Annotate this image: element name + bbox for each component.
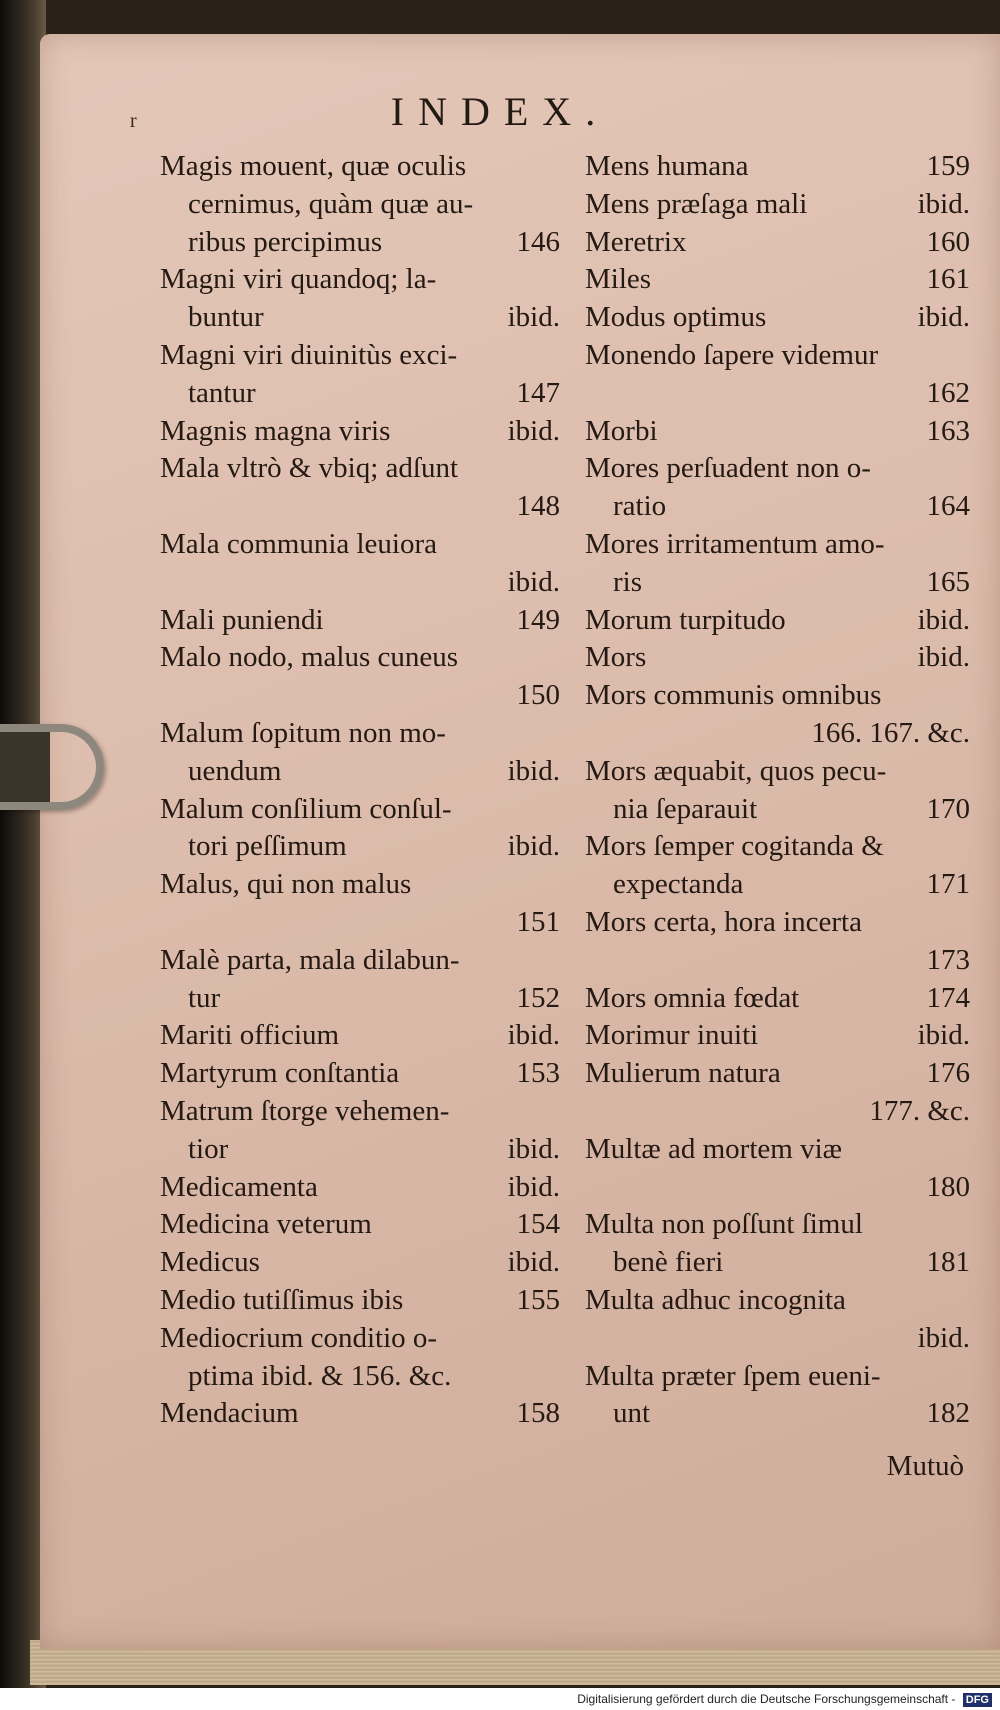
index-entry <box>585 1358 970 1434</box>
page-reference: ibid. <box>507 565 560 598</box>
page-reference: 170 <box>926 792 970 825</box>
entry-text: Mulierum natura <box>585 1057 781 1090</box>
entry-line <box>160 1282 560 1320</box>
index-entry <box>160 450 560 526</box>
entry-text: Mors certa, hora incerta <box>585 905 862 938</box>
entry-line <box>160 602 560 640</box>
entry-text: Monendo ſapere videmur <box>585 338 879 371</box>
entry-line <box>160 866 560 904</box>
page-reference: 159 <box>926 150 970 182</box>
page-reference: 152 <box>516 981 560 1014</box>
page-reference: 162 <box>926 376 970 409</box>
index-entry <box>160 526 560 602</box>
index-entry <box>585 450 970 526</box>
page-reference: 154 <box>516 1208 560 1241</box>
index-entry <box>160 1320 560 1396</box>
entry-text: cernimus, quàm quæ au- <box>188 187 474 220</box>
entry-text: Morbi <box>585 414 658 447</box>
entry-text: Multa non poſſunt ſimul <box>585 1208 863 1241</box>
entry-line <box>585 753 970 791</box>
entry-text: Malè parta, mala dilabun- <box>160 943 460 976</box>
entry-line <box>160 1244 560 1282</box>
entry-text: Medicus <box>160 1246 260 1279</box>
entry-line <box>585 1358 970 1396</box>
page-reference: 160 <box>926 225 970 258</box>
entry-line <box>585 488 970 526</box>
index-entry <box>160 337 560 413</box>
index-entry <box>160 1017 560 1055</box>
entry-text: Mens præſaga mali <box>585 187 808 220</box>
entry-line <box>160 261 560 299</box>
page-reference: ibid. <box>507 754 560 787</box>
page-reference: 153 <box>516 1057 560 1090</box>
entry-text: Magis mouent, quæ oculis <box>160 150 467 182</box>
page-reference: ibid. <box>917 187 970 220</box>
entry-text: Mores irritamentum amo- <box>585 527 885 560</box>
entry-line <box>160 526 560 564</box>
entry-text: tior <box>188 1132 229 1165</box>
entry-text: Modus optimus <box>585 301 767 334</box>
page-reference: 174 <box>926 981 970 1014</box>
entry-line <box>585 715 970 753</box>
page-reference: ibid. <box>507 1246 560 1279</box>
index-entry <box>160 639 560 715</box>
entry-text: unt <box>613 1397 651 1430</box>
page-reference: 151 <box>516 905 560 938</box>
entry-line <box>160 828 560 866</box>
page-reference: 164 <box>926 490 970 523</box>
page-title: INDEX. <box>390 89 610 134</box>
entry-text: ptima ibid. & 156. &c. <box>188 1359 452 1392</box>
entry-text: Mala communia leuiora <box>160 527 438 560</box>
entry-text: Mors <box>585 641 647 674</box>
index-entry <box>585 677 970 753</box>
index-entry <box>160 942 560 1018</box>
entry-text: Mens humana <box>585 150 749 182</box>
index-entry <box>585 299 970 337</box>
entry-text: tori peſſimum <box>188 830 347 863</box>
entry-line <box>160 1093 560 1131</box>
index-entry <box>160 148 560 261</box>
index-entry <box>585 1206 970 1282</box>
page-reference: 150 <box>516 679 560 712</box>
page-reference: ibid. <box>507 414 560 447</box>
entry-line <box>585 677 970 715</box>
index-entry <box>585 980 970 1018</box>
entry-line <box>585 1244 970 1282</box>
page-reference: ibid. <box>507 1132 560 1165</box>
index-entry <box>585 413 970 451</box>
entry-line <box>585 942 970 980</box>
index-entry <box>585 1282 970 1358</box>
entry-line <box>585 261 970 299</box>
entry-line <box>160 1131 560 1169</box>
page-reference: 171 <box>926 868 970 901</box>
entry-text: Mors communis omnibus <box>585 679 882 712</box>
entry-line <box>585 564 970 602</box>
index-entry <box>160 1093 560 1169</box>
entry-text: Morum turpitudo <box>585 603 786 636</box>
page-reference: 155 <box>516 1283 560 1316</box>
index-entry <box>160 413 560 451</box>
entry-line <box>160 639 560 677</box>
page-reference: 182 <box>926 1397 970 1430</box>
entry-text: nia ſeparauit <box>613 792 758 825</box>
entry-text: Mors ſemper cogitanda & <box>585 830 884 863</box>
entry-line <box>160 677 560 715</box>
entry-text: Medicamenta <box>160 1170 318 1203</box>
index-entry <box>585 828 970 904</box>
footer-text: Digitalisierung gefördert durch die Deutsche Forschungsgemeinschaft - <box>577 1692 956 1706</box>
entry-text: Medio tutiſſimus ibis <box>160 1283 404 1316</box>
entry-line <box>160 224 560 262</box>
page-reference: ibid. <box>507 301 560 334</box>
dfg-logo: DFG <box>963 1693 992 1707</box>
entry-text: Mors omnia fœdat <box>585 981 800 1014</box>
entry-line <box>585 337 970 375</box>
page-reference: 147 <box>516 376 560 409</box>
entry-text: Mali puniendi <box>160 603 324 636</box>
entry-line <box>160 375 560 413</box>
digitization-footer <box>0 1688 1000 1710</box>
page-reference: ibid. <box>917 1019 970 1052</box>
entry-line <box>585 526 970 564</box>
entry-line <box>160 1395 560 1433</box>
index-column-right <box>585 148 970 1433</box>
entry-line <box>585 450 970 488</box>
entry-text: buntur <box>188 301 264 334</box>
index-entry <box>160 1395 560 1433</box>
entry-line <box>585 1169 970 1207</box>
entry-text: Morimur inuiti <box>585 1019 759 1052</box>
entry-line <box>160 1055 560 1093</box>
entry-text: Mendacium <box>160 1397 299 1430</box>
page-reference: 180 <box>926 1170 970 1203</box>
entry-line <box>160 791 560 829</box>
entry-line <box>160 148 560 186</box>
index-entry <box>585 186 970 224</box>
entry-text: Mors æquabit, quos pecu- <box>585 754 887 787</box>
entry-line <box>585 866 970 904</box>
index-entry <box>160 791 560 867</box>
page-reference: 163 <box>926 414 970 447</box>
page-reference: ibid. <box>917 301 970 334</box>
entry-text: Mariti officium <box>160 1019 340 1052</box>
index-entry <box>585 1017 970 1055</box>
index-entry <box>160 866 560 942</box>
entry-line <box>160 337 560 375</box>
entry-line <box>585 602 970 640</box>
entry-text: Malum conſilium conſul- <box>160 792 452 825</box>
margin-mark: r <box>130 110 137 132</box>
entry-line <box>160 413 560 451</box>
entry-text: tur <box>188 981 221 1014</box>
entry-text: Magni viri quandoq; la- <box>160 263 437 296</box>
index-entry <box>585 526 970 602</box>
entry-text: Magni viri diuinitùs exci- <box>160 338 458 371</box>
entry-line <box>585 1017 970 1055</box>
page-reference: 146 <box>516 225 560 258</box>
entry-text: tantur <box>188 376 256 409</box>
index-entry <box>585 602 970 640</box>
index-entry <box>160 1169 560 1207</box>
entry-line <box>585 1131 970 1169</box>
index-entry <box>160 715 560 791</box>
entry-line <box>160 1320 560 1358</box>
entry-text: Matrum ſtorge vehemen- <box>160 1094 450 1127</box>
entry-line <box>160 1017 560 1055</box>
index-entry <box>585 639 970 677</box>
index-entry <box>160 261 560 337</box>
entry-line <box>585 413 970 451</box>
entry-line <box>585 1206 970 1244</box>
entry-line <box>160 715 560 753</box>
page-reference: ibid. <box>917 603 970 636</box>
index-entry <box>585 904 970 980</box>
entry-text: Multa præter ſpem eueni- <box>585 1359 881 1392</box>
index-entry <box>160 1282 560 1320</box>
index-entry <box>585 261 970 299</box>
entry-line <box>585 299 970 337</box>
entry-line <box>160 186 560 224</box>
entry-line <box>160 753 560 791</box>
index-entry <box>585 1093 970 1131</box>
entry-text: Malus, qui non malus <box>160 868 412 901</box>
index-entry <box>585 1131 970 1207</box>
page-reference: ibid. <box>507 830 560 863</box>
page-reference: 181 <box>926 1246 970 1279</box>
index-entry <box>160 1244 560 1282</box>
page-reference: 149 <box>516 603 560 636</box>
entry-line <box>160 450 560 488</box>
page-reference: 148 <box>516 490 560 523</box>
page-reference: 177. &c. <box>869 1094 970 1127</box>
page-reference: 165 <box>926 565 970 598</box>
entry-text: Martyrum conſtantia <box>160 1057 400 1090</box>
entry-text: Multa adhuc incognita <box>585 1283 846 1316</box>
index-entry <box>585 753 970 829</box>
entry-line <box>585 639 970 677</box>
page-reference: ibid. <box>917 1321 970 1354</box>
index-entry <box>160 1206 560 1244</box>
entry-text: benè fieri <box>613 1246 724 1279</box>
entry-line <box>585 828 970 866</box>
entry-text: Medicina veterum <box>160 1208 372 1241</box>
entry-text: Miles <box>585 263 652 296</box>
entry-text: Malum ſopitum non mo- <box>160 716 446 749</box>
entry-line <box>585 1320 970 1358</box>
entry-line <box>585 224 970 262</box>
entry-line <box>160 942 560 980</box>
book-clasp <box>0 724 104 810</box>
entry-text: ris <box>613 565 642 598</box>
entry-text: uendum <box>188 754 282 787</box>
entry-text: Magnis magna viris <box>160 414 391 447</box>
entry-text: Multæ ad mortem viæ <box>585 1132 842 1165</box>
entry-line <box>585 186 970 224</box>
entry-line <box>585 1055 970 1093</box>
entry-text: Mediocrium conditio o- <box>160 1321 438 1354</box>
page-reference: ibid. <box>917 641 970 674</box>
entry-line <box>160 980 560 1018</box>
entry-line <box>160 488 560 526</box>
entry-text: ribus percipimus <box>188 225 383 258</box>
entry-text: Mores perſuadent non o- <box>585 452 871 485</box>
entry-text: ratio <box>613 490 667 523</box>
entry-line <box>585 148 970 186</box>
page-reference: ibid. <box>507 1019 560 1052</box>
entry-line <box>585 1093 970 1131</box>
entry-line <box>160 564 560 602</box>
entry-line <box>585 1282 970 1320</box>
entry-line <box>585 904 970 942</box>
entry-text: Meretrix <box>585 225 687 258</box>
index-entry <box>160 1055 560 1093</box>
entry-line <box>160 1206 560 1244</box>
entry-text: Malo nodo, malus cuneus <box>160 641 459 674</box>
page-reference: 173 <box>926 943 970 976</box>
index-entry <box>585 1055 970 1093</box>
entry-line <box>160 299 560 337</box>
index-entry <box>585 148 970 186</box>
entry-text: expectanda <box>613 868 744 901</box>
index-entry <box>585 337 970 413</box>
index-entry <box>585 224 970 262</box>
entry-line <box>585 791 970 829</box>
index-column-left <box>160 148 560 1433</box>
index-entry <box>160 602 560 640</box>
entry-line <box>160 904 560 942</box>
entry-line <box>585 1395 970 1433</box>
page-reference: 158 <box>516 1397 560 1430</box>
entry-line <box>160 1358 560 1396</box>
page-reference: 161 <box>926 263 970 296</box>
entry-line <box>160 1169 560 1207</box>
entry-line <box>585 375 970 413</box>
entry-text: Mala vltrò & vbiq; adſunt <box>160 452 459 485</box>
page-reference: ibid. <box>507 1170 560 1203</box>
catchword: Mutuò <box>886 1450 964 1482</box>
entry-line <box>585 980 970 1018</box>
page-reference: 166. 167. &c. <box>811 716 970 749</box>
page-reference: 176 <box>926 1057 970 1090</box>
